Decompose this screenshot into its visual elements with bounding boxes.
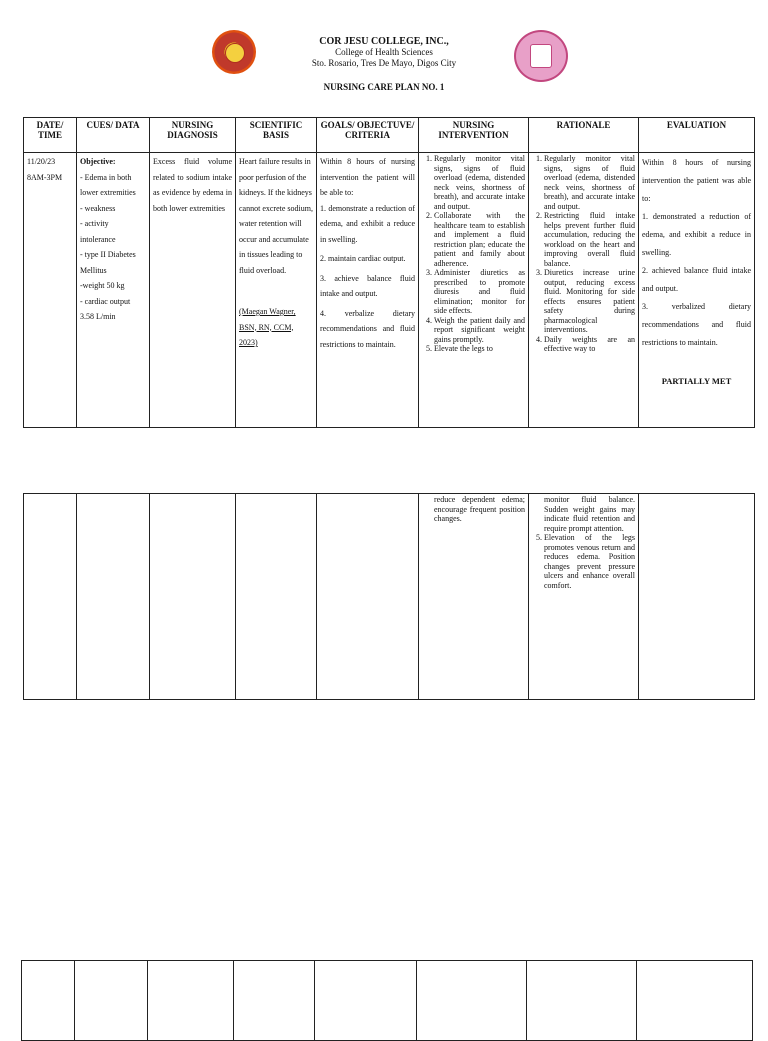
care-plan-table-page3: [21, 960, 753, 1041]
cues-cell: [77, 153, 150, 428]
rationale-list-continued: [532, 533, 635, 590]
evaluation-item: 1. demonstrated a reduction of edema, and exhibit a reduce in swelling.: [642, 212, 751, 257]
date-text: 11/20/23: [27, 157, 56, 166]
empty-cell: [417, 961, 527, 1041]
intervention-item: 5. Elevate the legs to: [434, 344, 525, 354]
intervention-continued-text: reduce dependent edema; encourage frequent position changes.: [434, 495, 525, 523]
col-date-time: DATE/ TIME: [24, 118, 77, 153]
intervention-list: [422, 154, 525, 354]
cue-item: -weight 50 kg: [80, 281, 125, 290]
empty-cell: [234, 961, 315, 1041]
intervention-item: 2. Collaborate with the healthcare team to establish and implement a fluid restriction plan; educate the patient and family about adherence.: [434, 211, 525, 268]
evaluation-status: PARTIALLY MET: [661, 376, 732, 386]
diagnosis-cell: [150, 153, 236, 428]
evaluation-cell: [639, 153, 755, 428]
evaluation-item: 2. achieved balance fluid intake and output.: [642, 266, 751, 293]
empty-cell: [315, 961, 417, 1041]
intervention-continued-cell: [419, 494, 529, 700]
header-row: [24, 118, 755, 153]
empty-cell: [22, 961, 75, 1041]
care-plan-table-page2: [23, 493, 755, 700]
empty-row: [22, 961, 753, 1041]
goal-item: 3. achieve balance fluid intake and output.: [320, 273, 415, 298]
intervention-item: 4. Weigh the patient daily and report significant weight gains promptly.: [434, 316, 525, 345]
intervention-cell: [419, 153, 529, 428]
document-header: [0, 36, 768, 93]
goal-item: 1. demonstrate a reduction of edema, and exhibit a reduce in swelling.: [320, 203, 415, 244]
rationale-continued-cell: [529, 494, 639, 700]
col-intervention: NURSING INTERVENTION: [419, 118, 529, 153]
col-evaluation: EVALUATION: [639, 118, 755, 153]
rationale-item: 4. Daily weights are an effective way to: [544, 335, 635, 354]
col-goals: GOALS/ OBJECTUVE/ CRITERIA: [317, 118, 419, 153]
institution-name: COR JESU COLLEGE, INC.,: [319, 36, 449, 47]
rationale-item: 5. Elevation of the legs promotes venous return and reduces edema. Position changes prevent pressure ulcers and enhance overall comfort.: [544, 533, 635, 590]
rationale-cell: [529, 153, 639, 428]
scientific-reference: (Maegan Wagner, BSN, RN, CCM, 2023): [239, 307, 296, 347]
care-plan-table-page1: [23, 117, 755, 428]
empty-cell: [148, 961, 234, 1041]
evaluation-item: 3. verbalized dietary recommendations and fluid restrictions to maintain.: [642, 302, 751, 347]
col-cues: CUES/ DATA: [77, 118, 150, 153]
cue-item: - cardiac output 3.58 L/min: [80, 296, 131, 321]
empty-cell: [24, 494, 77, 700]
cue-item: - type II Diabetes Mellitus: [80, 250, 136, 275]
rationale-list: [532, 154, 635, 354]
care-plan-row: [24, 153, 755, 428]
intervention-item: 3. Administer diuretics as prescribed to promote diuresis and fluid elimination; monitor for side effects.: [434, 268, 525, 316]
empty-cell: [77, 494, 150, 700]
col-diagnosis: NURSING DIAGNOSIS: [150, 118, 236, 153]
cue-item: - Edema in both lower extremities: [80, 172, 136, 197]
cue-item: - weakness: [80, 203, 116, 213]
diagnosis-text: Excess fluid volume related to sodium intake as evidence by edema in both lower extremities: [153, 157, 232, 213]
empty-cell: [637, 961, 753, 1041]
time-text: 8AM-3PM: [27, 172, 63, 182]
empty-cell: [317, 494, 419, 700]
goals-intro: Within 8 hours of nursing intervention the patient will be able to:: [320, 157, 415, 197]
evaluation-intro: Within 8 hours of nursing intervention the patient was able to:: [642, 158, 751, 203]
rationale-item: 2. Restricting fluid intake helps prevent further fluid accumulation, reducing the workload on the heart and improving overall fluid balance.: [544, 211, 635, 268]
col-rationale: RATIONALE: [529, 118, 639, 153]
rationale-continued-text: monitor fluid balance. Sudden weight gains may indicate fluid retention and require prompt attention.: [544, 495, 635, 533]
scientific-basis-text: Heart failure results in poor perfusion of the kidneys. If the kidneys cannot excrete sodium, water retention will occur and accumulate in tissues leading to fluid overload.: [239, 157, 313, 275]
empty-cell: [236, 494, 317, 700]
plan-title: NURSING CARE PLAN NO. 1: [323, 82, 445, 92]
empty-cell: [527, 961, 637, 1041]
date-time-cell: [24, 153, 77, 428]
goal-item: 4. verbalize dietary recommendations and fluid restrictions to maintain.: [320, 308, 415, 349]
cues-label: Objective:: [80, 157, 116, 166]
rationale-item: 3. Diuretics increase urine output, reducing excess fluid. Monitoring for side effects ensures patient safety during pharmacological interventions.: [544, 268, 635, 335]
college-name: College of Health Sciences: [335, 47, 433, 57]
goals-cell: [317, 153, 419, 428]
care-plan-row-continued: [24, 494, 755, 700]
rationale-item: 1. Regularly monitor vital signs, signs of fluid overload (edema, distended neck veins, shortness of breath), and accurate intake and output.: [544, 154, 635, 211]
intervention-item: 1. Regularly monitor vital signs, signs of fluid overload (edema, distended neck veins, shortness of breath), and accurate intake and output.: [434, 154, 525, 211]
empty-cell: [639, 494, 755, 700]
col-scientific-basis: SCIENTIFIC BASIS: [236, 118, 317, 153]
goal-item: 2. maintain cardiac output.: [320, 254, 406, 263]
college-address: Sto. Rosario, Tres De Mayo, Digos City: [311, 58, 457, 68]
scientific-basis-cell: [236, 153, 317, 428]
cue-item: - activity intolerance: [80, 219, 116, 244]
empty-cell: [150, 494, 236, 700]
empty-cell: [75, 961, 148, 1041]
